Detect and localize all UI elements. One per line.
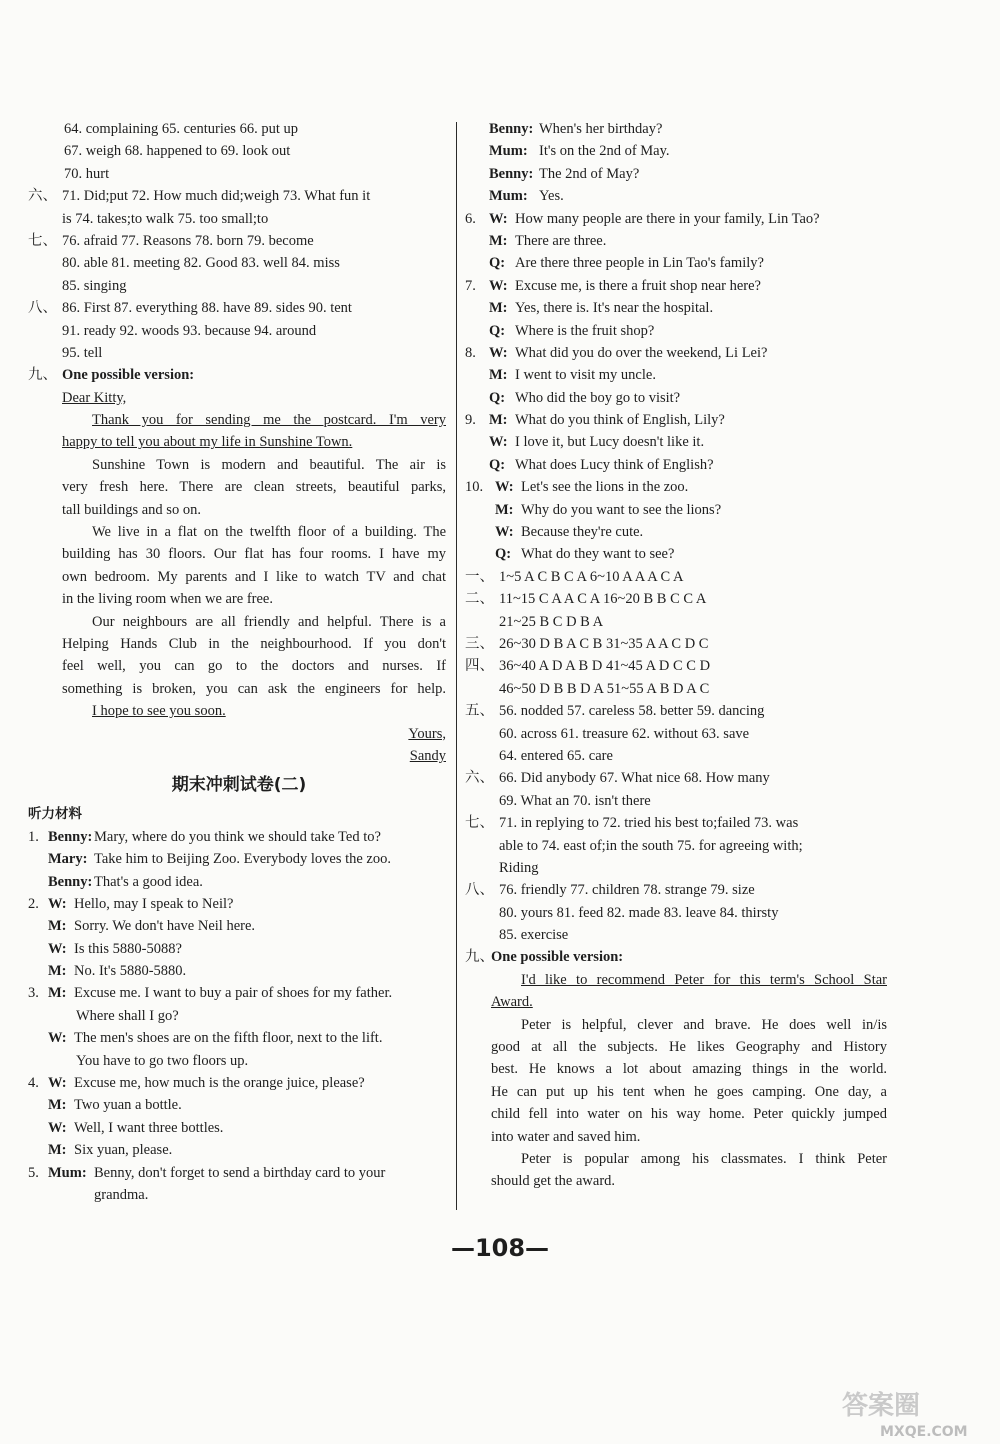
speaker-label: M:	[48, 985, 67, 1002]
line-text: Benny, don't forget to send a birthday card to your	[94, 1164, 386, 1181]
text-line	[465, 723, 890, 745]
line-text: 56. nodded 57. careless 58. better 59. dancing	[499, 703, 765, 720]
text-line	[465, 924, 890, 946]
line-text: Where shall I go?	[76, 1007, 179, 1024]
text-line	[465, 320, 890, 342]
line-text: something is broken, you can ask the engineers for help.	[62, 680, 446, 697]
item-marker: 六、	[28, 188, 57, 205]
speaker-label: Mum:	[48, 1164, 87, 1181]
item-marker: 九、	[28, 367, 57, 384]
line-text: 64. entered 65. care	[499, 747, 613, 764]
text-line	[465, 1148, 890, 1170]
item-marker: 10.	[465, 479, 484, 496]
line-text: I love it, but Lucy doesn't like it.	[515, 434, 705, 451]
text-line	[28, 893, 450, 915]
text-line	[465, 499, 890, 521]
text-line	[28, 588, 450, 610]
speaker-label: W:	[489, 277, 508, 294]
line-text: 85. exercise	[499, 927, 569, 944]
line-text: Sorry. We don't have Neil here.	[74, 918, 256, 935]
text-line	[28, 118, 450, 140]
line-text: Dear Kitty,	[62, 389, 127, 406]
text-line	[465, 767, 890, 789]
line-text: Hello, may I speak to Neil?	[74, 895, 234, 912]
line-text: 70. hurt	[64, 165, 110, 182]
text-line	[465, 1103, 890, 1125]
line-text: You have to go two floors up.	[76, 1052, 249, 1069]
line-text: What does Lucy think of English?	[515, 456, 714, 473]
speaker-label: Mum:	[489, 143, 528, 160]
line-text: Where is the fruit shop?	[515, 322, 655, 339]
text-line	[28, 915, 450, 937]
text-line	[465, 297, 890, 319]
text-line	[465, 185, 890, 207]
line-text: 26~30 D B A C B 31~35 A A C D C	[499, 635, 709, 652]
line-text: 67. weigh 68. happened to 69. look out	[64, 143, 291, 160]
text-line	[465, 275, 890, 297]
line-text: The 2nd of May?	[539, 165, 640, 182]
text-line	[465, 476, 890, 498]
text-line	[465, 946, 890, 968]
line-text: 36~40 A D A B D 41~45 A D C C D	[499, 658, 711, 675]
item-marker: 九、	[465, 949, 494, 966]
line-text: 95. tell	[62, 344, 103, 361]
text-line	[465, 902, 890, 924]
text-line	[28, 252, 450, 274]
text-line	[28, 185, 450, 207]
speaker-label: Q:	[489, 389, 506, 406]
text-line	[28, 364, 450, 386]
text-line	[465, 678, 890, 700]
line-text: Peter is popular among his classmates. I think Peter	[521, 1150, 887, 1167]
line-text: Who did the boy go to visit?	[515, 389, 681, 406]
line-text: Because they're cute.	[521, 524, 644, 541]
item-marker: 4.	[28, 1075, 39, 1092]
text-line	[28, 611, 450, 633]
text-line	[28, 1050, 450, 1072]
line-text: 11~15 C A A C A 16~20 B B C C A	[499, 591, 707, 608]
line-text: The men's shoes are on the fifth floor, next to the lift.	[74, 1030, 383, 1047]
line-text: Yes.	[539, 188, 564, 205]
text-line	[28, 431, 450, 453]
text-line	[28, 1072, 450, 1094]
text-line	[28, 297, 450, 319]
speaker-label: W:	[48, 1075, 67, 1092]
line-text: Our neighbours are all friendly and helpful. There is a	[92, 613, 446, 630]
text-line	[28, 1027, 450, 1049]
line-text: should get the award.	[491, 1173, 616, 1190]
line-text: 86. First 87. everything 88. have 89. sides 90. tent	[62, 300, 352, 317]
line-text: 91. ready 92. woods 93. because 94. around	[62, 322, 317, 339]
text-line	[28, 1162, 450, 1184]
line-text: Are there three people in Lin Tao's family?	[515, 255, 764, 272]
line-text: 76. friendly 77. children 78. strange 79. size	[499, 882, 755, 899]
line-text: feel well, you can go to the doctors and nurses. If	[62, 658, 446, 675]
line-text: 66. Did anybody 67. What nice 68. How many	[499, 770, 770, 787]
speaker-label: M:	[48, 963, 67, 980]
line-text: Let's see the lions in the zoo.	[521, 479, 689, 496]
text-line	[465, 857, 890, 879]
line-text: Award.	[491, 994, 533, 1011]
text-line	[28, 960, 450, 982]
text-line	[28, 566, 450, 588]
speaker-label: Benny:	[489, 121, 534, 137]
speaker-label: M:	[489, 367, 508, 384]
speaker-label: W:	[495, 524, 514, 541]
text-line	[465, 118, 890, 140]
text-line	[28, 1094, 450, 1116]
line-text: Excuse me, is there a fruit shop near here?	[515, 277, 761, 294]
line-text: Is this 5880-5088?	[74, 940, 182, 957]
speaker-label: M:	[489, 412, 508, 429]
line-text: We live in a flat on the twelfth floor of a building. The	[92, 524, 446, 541]
line-text: That's a good idea.	[94, 873, 203, 890]
line-text: 60. across 61. treasure 62. without 63. save	[499, 725, 750, 742]
line-text: 76. afraid 77. Reasons 78. born 79. become	[62, 232, 314, 249]
line-text: best. He knows a lot about amazing things in the world.	[491, 1061, 887, 1078]
line-text: Excuse me. I want to buy a pair of shoes for my father.	[74, 985, 393, 1002]
speaker-label: Benny:	[48, 873, 93, 890]
text-line	[465, 633, 890, 655]
line-text: able to 74. east of;in the south 75. for agreeing with;	[499, 837, 803, 854]
item-marker: 一、	[465, 568, 494, 585]
item-marker: 5.	[28, 1164, 39, 1181]
line-text: Yours,	[408, 725, 446, 742]
text-line	[465, 879, 890, 901]
text-line	[28, 230, 450, 252]
item-marker: 3.	[28, 985, 39, 1002]
line-text: child fell into water on his way home. Peter quickly jumped	[491, 1106, 887, 1123]
text-line	[28, 723, 450, 745]
speaker-label: M:	[489, 300, 508, 317]
text-line	[28, 938, 450, 960]
line-text: 69. What an 70. isn't there	[499, 792, 651, 809]
watermark-url: MXQE.COM	[880, 1424, 968, 1440]
speaker-label: W:	[48, 940, 67, 957]
text-line	[28, 208, 450, 230]
text-line	[465, 454, 890, 476]
line-text: What do they want to see?	[521, 546, 675, 563]
speaker-label: W:	[48, 895, 67, 912]
line-text: Yes, there is. It's near the hospital.	[515, 300, 714, 317]
line-text: Mary, where do you think we should take Ted to?	[94, 828, 381, 845]
line-text: Peter is helpful, clever and brave. He does well in/is	[521, 1016, 887, 1033]
line-text: 21~25 B C D B A	[499, 613, 604, 630]
text-line	[465, 387, 890, 409]
item-marker: 7.	[465, 277, 476, 294]
text-line	[465, 342, 890, 364]
speaker-label: Q:	[489, 255, 506, 272]
line-text: I hope to see you soon.	[92, 703, 226, 720]
speaker-label: Benny:	[48, 828, 93, 845]
line-text: Excuse me, how much is the orange juice, please?	[74, 1075, 365, 1092]
text-line	[465, 1036, 890, 1058]
line-text: Helping Hands Club in the neighbourhood. If you don't	[62, 635, 446, 652]
text-line	[465, 230, 890, 252]
item-marker: 2.	[28, 895, 39, 912]
column-divider	[456, 122, 457, 1210]
item-marker: 八、	[28, 300, 57, 317]
line-text: Why do you want to see the lions?	[521, 501, 722, 518]
watermark-logo	[826, 1386, 998, 1442]
text-line	[465, 1081, 890, 1103]
line-text: 71. in replying to 72. tried his best to;failed 73. was	[499, 815, 799, 832]
text-line	[28, 521, 450, 543]
speaker-label: M:	[495, 501, 514, 518]
item-marker: 1.	[28, 828, 39, 845]
line-text: 71. Did;put 72. How much did;weigh 73. What fun it	[62, 188, 371, 205]
line-text: very fresh here. There are clean streets, beautiful parks,	[62, 479, 446, 496]
listening-title: 听力材料	[28, 806, 82, 823]
line-text: No. It's 5880-5880.	[74, 963, 187, 980]
line-text: 80. able 81. meeting 82. Good 83. well 84. miss	[62, 255, 340, 272]
text-line	[28, 633, 450, 655]
text-line	[28, 655, 450, 677]
line-text: He can put up his tent when he goes camping. One day, a	[491, 1083, 887, 1100]
text-line	[28, 320, 450, 342]
speaker-label: W:	[489, 434, 508, 451]
text-line	[28, 409, 450, 431]
watermark-text: 答案圈	[842, 1391, 921, 1421]
speaker-label: Q:	[489, 456, 506, 473]
text-line	[28, 678, 450, 700]
item-marker: 八、	[465, 882, 494, 899]
line-text: Two yuan a bottle.	[74, 1097, 182, 1114]
text-line	[28, 543, 450, 565]
speaker-label: Benny:	[489, 165, 534, 182]
left-column	[28, 118, 450, 1206]
line-text: I'd like to recommend Peter for this term's School Star	[521, 971, 887, 988]
speaker-label: W:	[495, 479, 514, 496]
line-text: Take him to Beijing Zoo. Everybody loves the zoo.	[94, 851, 391, 868]
text-line	[465, 790, 890, 812]
line-text: How many people are there in your family, Lin Tao?	[515, 210, 820, 227]
text-line	[465, 566, 890, 588]
line-text: into water and saved him.	[491, 1128, 641, 1145]
line-text: 80. yours 81. feed 82. made 83. leave 84. thirsty	[499, 904, 779, 921]
line-text: 85. singing	[62, 277, 127, 294]
text-line	[28, 1005, 450, 1027]
line-text: Sandy	[409, 747, 446, 764]
text-line	[28, 454, 450, 476]
line-text: good at all the subjects. He likes Geography and History	[491, 1039, 887, 1056]
text-line	[465, 745, 890, 767]
line-text: Thank you for sending me the postcard. I'm very	[92, 412, 446, 429]
text-line	[465, 1126, 890, 1148]
item-marker: 七、	[465, 815, 494, 832]
line-text: What did you do over the weekend, Li Lei?	[515, 344, 768, 361]
text-line	[28, 342, 450, 364]
text-line	[28, 1184, 450, 1206]
item-marker: 五、	[465, 703, 494, 720]
text-line	[28, 499, 450, 521]
speaker-label: Mum:	[489, 188, 528, 205]
item-marker: 8.	[465, 344, 476, 361]
text-line	[465, 655, 890, 677]
text-line	[28, 1117, 450, 1139]
item-marker: 9.	[465, 412, 476, 429]
line-text: What do you think of English, Lily?	[515, 412, 725, 429]
speaker-label: M:	[489, 232, 508, 249]
text-line	[465, 364, 890, 386]
line-text: One possible version:	[491, 949, 624, 966]
text-line	[465, 252, 890, 274]
line-text: own bedroom. My parents and I like to watch TV and chat	[62, 568, 446, 585]
text-line	[28, 387, 450, 409]
text-line	[28, 163, 450, 185]
speaker-label: W:	[48, 1030, 67, 1047]
text-line	[465, 521, 890, 543]
line-text: is 74. takes;to walk 75. too small;to	[62, 210, 269, 227]
text-line	[465, 700, 890, 722]
page-number: —108—	[450, 1234, 550, 1262]
line-text: Riding	[499, 859, 539, 876]
section-title: 期末冲刺试卷(二)	[171, 775, 307, 796]
text-line	[465, 1170, 890, 1192]
speaker-label: W:	[48, 1119, 67, 1136]
item-marker: 6.	[465, 210, 476, 227]
item-marker: 三、	[465, 635, 494, 652]
text-line	[465, 991, 890, 1013]
line-text: tall buildings and so on.	[62, 501, 201, 518]
text-line	[28, 871, 450, 893]
text-line	[28, 1139, 450, 1161]
text-line	[465, 140, 890, 162]
text-line	[465, 208, 890, 230]
item-marker: 四、	[465, 658, 494, 675]
line-text: happy to tell you about my life in Sunshine Town.	[62, 434, 353, 451]
item-marker: 七、	[28, 232, 57, 249]
line-text: I went to visit my uncle.	[515, 367, 656, 384]
line-text: There are three.	[515, 232, 607, 249]
text-line	[28, 982, 450, 1004]
speaker-label: M:	[48, 1142, 67, 1159]
text-line	[465, 409, 890, 431]
line-text: in the living room when we are free.	[62, 591, 273, 608]
speaker-label: W:	[489, 210, 508, 227]
line-text: When's her birthday?	[539, 121, 663, 137]
line-text: 64. complaining 65. centuries 66. put up	[64, 121, 298, 137]
item-marker: 六、	[465, 770, 494, 787]
text-line	[465, 969, 890, 991]
text-line	[28, 848, 450, 870]
line-text: One possible version:	[62, 367, 195, 384]
right-column	[465, 118, 890, 1193]
line-text: Sunshine Town is modern and beautiful. The air is	[92, 456, 446, 473]
text-line	[465, 543, 890, 565]
text-line	[465, 835, 890, 857]
text-line	[28, 826, 450, 848]
speaker-label: M:	[48, 1097, 67, 1114]
line-text: grandma.	[94, 1186, 149, 1203]
speaker-label: W:	[489, 344, 508, 361]
text-line	[28, 140, 450, 162]
text-line	[28, 745, 450, 767]
text-line	[28, 476, 450, 498]
speaker-label: M:	[48, 918, 67, 935]
text-line	[465, 163, 890, 185]
speaker-label: Q:	[489, 322, 506, 339]
line-text: Six yuan, please.	[74, 1142, 173, 1159]
text-line	[465, 611, 890, 633]
line-text: 1~5 A C B C A 6~10 A A A C A	[499, 568, 684, 585]
text-line	[465, 588, 890, 610]
line-text: building has 30 floors. Our flat has four rooms. I have my	[62, 546, 446, 563]
text-line	[28, 700, 450, 722]
line-text: 46~50 D B B D A 51~55 A B D A C	[499, 680, 710, 697]
text-line	[465, 812, 890, 834]
line-text: Well, I want three bottles.	[74, 1119, 224, 1136]
text-line	[465, 431, 890, 453]
line-text: It's on the 2nd of May.	[539, 143, 670, 160]
text-line	[465, 1014, 890, 1036]
item-marker: 二、	[465, 591, 494, 608]
speaker-label: Q:	[495, 546, 512, 563]
text-line	[28, 275, 450, 297]
text-line	[465, 1058, 890, 1080]
speaker-label: Mary:	[48, 851, 88, 868]
